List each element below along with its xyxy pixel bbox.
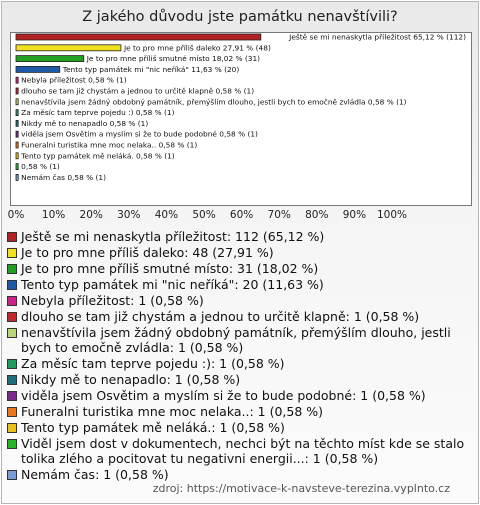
bar-chart	[0, 0, 480, 230]
legend-swatch	[7, 423, 17, 433]
x-tick-label: 60%	[229, 209, 254, 221]
x-tick-label: 100%	[376, 209, 408, 221]
bar-label: Je to pro mne příliš daleko 27,91 % (48)	[123, 43, 271, 53]
legend-swatch	[7, 391, 17, 401]
x-tick-label: 70%	[267, 209, 291, 221]
legend-label: dlouho se tam již chystám a jednou to určitě klapně: 1 (0,58 %)	[21, 309, 420, 324]
legend-item	[7, 467, 469, 482]
source-note: zdroj: https://motivace-k-navsteve-terezina.vyplnto.cz	[152, 482, 450, 495]
legend-swatch	[7, 407, 17, 417]
x-tick-label: 0%	[7, 209, 25, 221]
legend-label: Za měsíc tam teprve pojedu :): 1 (0,58 %)	[21, 356, 285, 371]
x-tick-label: 40%	[154, 209, 179, 221]
bar-label: Nikdy mě to nenapadlo 0,58 % (1)	[21, 118, 149, 128]
legend-swatch	[7, 232, 17, 242]
bar-label: Ještě se mi nenaskytla příležitost 65,12 % (112)	[289, 32, 466, 42]
legend-swatch	[7, 248, 17, 258]
legend-item	[7, 404, 469, 419]
legend-swatch	[7, 312, 17, 322]
legend-label: Tento typ památek mě neláká.: 1 (0,58 %)	[21, 420, 285, 435]
legend-item	[7, 261, 469, 276]
x-tick-label: 90%	[342, 209, 367, 221]
x-tick-label: 50%	[192, 209, 216, 221]
legend-swatch	[7, 359, 17, 369]
bar-label: viděla jsem Osvětim a myslím si že to bude podobné 0,58 % (1)	[21, 129, 258, 139]
chart-title: Z jakého důvodu jste památku nenavštívili?	[82, 9, 398, 25]
bar	[16, 99, 18, 105]
legend-label: Nebyla příležitost: 1 (0,58 %)	[21, 293, 204, 308]
legend-item	[7, 325, 469, 355]
legend-label: viděla jsem Osvětim a myslím si že to bude podobné: 1 (0,58 %)	[21, 388, 426, 403]
bar	[16, 77, 18, 83]
legend-label: Je to pro mne příliš smutné místo: 31 (18,02 %)	[21, 261, 319, 276]
legend-label: Nikdy mě to nenapadlo: 1 (0,58 %)	[21, 372, 241, 387]
legend-item	[7, 436, 469, 466]
x-tick-label: 10%	[41, 209, 66, 221]
legend-swatch	[7, 375, 17, 385]
legend-item	[7, 388, 469, 403]
bar-label: nenavštívila jsem žádný obdobný památník, přemýšlím dlouho, jestli bych to emočně zvládla 0,58 % (1)	[21, 97, 407, 107]
bar	[16, 88, 18, 94]
legend-item	[7, 245, 469, 260]
bar	[16, 45, 121, 51]
bar	[16, 110, 18, 116]
legend-item	[7, 420, 469, 435]
legend-label: nenavštívila jsem žádný obdobný památník, přemýšlím dlouho, jestli bych to emočně zvládla: 1 (0,58 %)	[21, 325, 451, 355]
legend-swatch	[7, 470, 17, 480]
bar	[16, 174, 18, 180]
bar-label: Nebyla příležitost 0,58 % (1)	[21, 75, 127, 85]
legend	[7, 229, 469, 483]
x-tick-label: 20%	[79, 209, 103, 221]
bar-label: Je to pro mne příliš smutné místo 18,02 % (31)	[86, 54, 261, 64]
bar-label: Tento typ památek mě neláká. 0,58 % (1)	[21, 151, 175, 161]
legend-label: Tento typ památek mi "nic neříká": 20 (11,63 %)	[21, 277, 324, 292]
legend-item	[7, 372, 469, 387]
legend-label: Ještě se mi nenaskytla příležitost: 112 (65,12 %)	[21, 229, 325, 244]
legend-label: Nemám čas: 1 (0,58 %)	[21, 467, 169, 482]
bar-label: Funeralni turistika mne moc nelaka.. 0,58 % (1)	[21, 140, 198, 150]
bar	[16, 120, 18, 126]
legend-item	[7, 229, 469, 244]
legend-swatch	[7, 296, 17, 306]
bar	[16, 56, 84, 62]
legend-item	[7, 293, 469, 308]
bar-label: 0,58 % (1)	[21, 162, 60, 172]
legend-label: Viděl jsem dost v dokumentech, nechci být na těchto míst kde se stalo tolika zlého a pocitovat tu negativni energii...: 1 (0,58 %)	[21, 436, 465, 466]
bar-label: dlouho se tam již chystám a jednou to určitě klapně 0,58 % (1)	[21, 86, 255, 96]
bar	[16, 66, 60, 72]
legend-item	[7, 356, 469, 371]
legend-label: Funeralni turistika mne moc nelaka..: 1 (0,58 %)	[21, 404, 324, 419]
bar	[16, 153, 18, 159]
bar	[16, 34, 261, 40]
legend-swatch	[7, 328, 17, 338]
bar	[16, 131, 18, 137]
bar	[16, 164, 18, 170]
bar-label: Tento typ památek mi "nic neříká" 11,63 % (20)	[62, 64, 240, 74]
x-tick-label: 30%	[117, 209, 141, 221]
legend-label: Je to pro mne příliš daleko: 48 (27,91 %)	[21, 245, 274, 260]
x-tick-label: 80%	[305, 209, 329, 221]
bar	[16, 142, 18, 148]
legend-swatch	[7, 264, 17, 274]
legend-swatch	[7, 439, 17, 449]
legend-item	[7, 309, 469, 324]
legend-item	[7, 277, 469, 292]
bar-label: Nemám čas 0,58 % (1)	[21, 172, 106, 182]
legend-swatch	[7, 280, 17, 290]
bar-label: Za měsíc tam teprve pojedu :) 0,58 % (1)	[21, 108, 175, 118]
